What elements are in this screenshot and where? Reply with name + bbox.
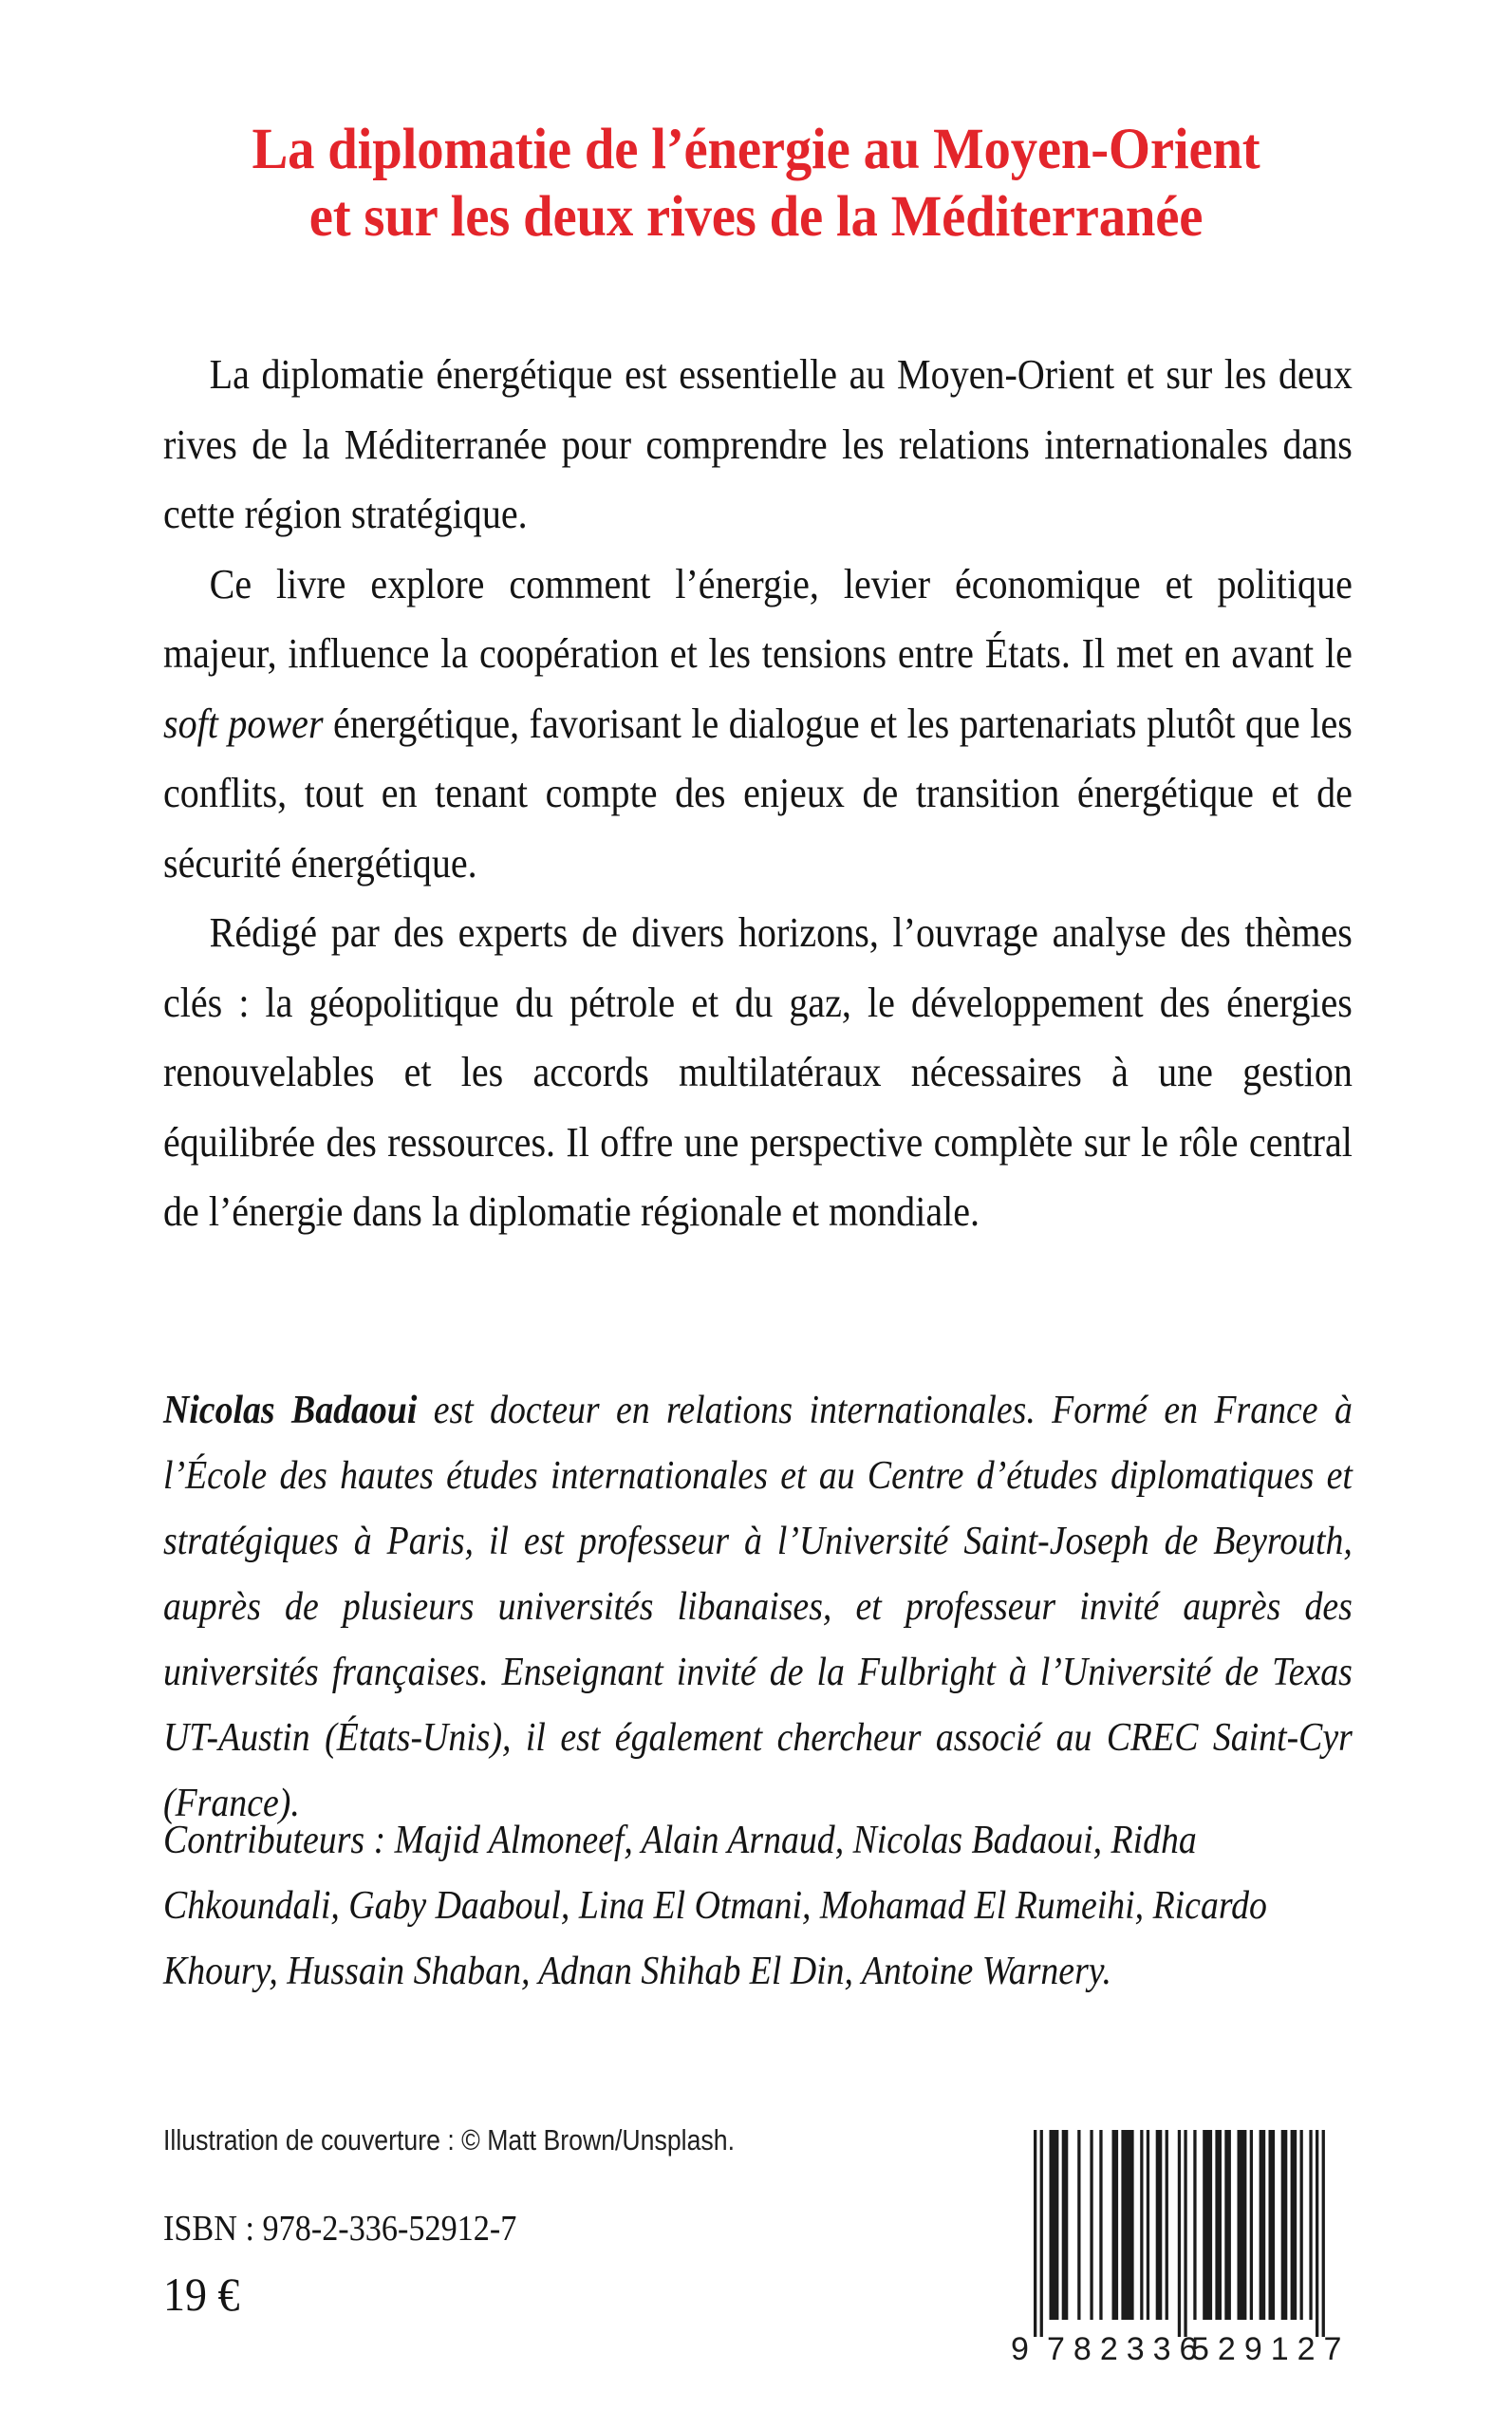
author-bio bbox=[163, 1378, 1353, 1837]
book-title bbox=[114, 116, 1398, 251]
blurb-text bbox=[163, 340, 1353, 1247]
isbn-text: ISBN : 978-2-336-52912-7 bbox=[163, 2209, 517, 2249]
price-text: 19 € bbox=[163, 2268, 240, 2321]
author-bio-paragraph bbox=[163, 1378, 1353, 1837]
cover-illustration-credit: Illustration de couverture : © Matt Brown/Unsplash. bbox=[163, 2123, 735, 2157]
blurb-run: La diplomatie énergétique est essentielle au Moyen-Orient et sur les deux rives de la Méditerranée pour comprendre les relations internationales dans cette région stratégique. bbox=[163, 350, 1353, 537]
barcode-digit-group-1: 782336 bbox=[1047, 2331, 1206, 2367]
barcode-digits bbox=[1011, 2331, 1350, 2367]
contributors-list bbox=[163, 1808, 1353, 2005]
blurb-run-italic: soft power bbox=[163, 699, 324, 747]
blurb-run: énergétique, favorisant le dialogue et les partenariats plutôt que les conflits, tout en tenant compte des enjeux de transition énergétique et de sécurité énergétique. bbox=[163, 699, 1353, 887]
barcode-svg bbox=[1009, 2119, 1351, 2377]
book-title-line-2: et sur les deux rives de la Méditerranée bbox=[308, 185, 1204, 249]
blurb-paragraph bbox=[163, 340, 1353, 550]
ean13-barcode bbox=[1009, 2119, 1351, 2377]
contributors-paragraph: Contributeurs : Majid Almoneef, Alain Arnaud, Nicolas Badaoui, Ridha Chkoundali, Gaby Daaboul, Lina El Otmani, Mohamad El Rumeihi, Ricardo Khoury, Hussain Shaban, Adnan Shihab El Din, Antoine Warnery. bbox=[163, 1819, 1267, 1993]
blurb-paragraph bbox=[163, 550, 1353, 899]
blurb-paragraph bbox=[163, 898, 1353, 1247]
book-title-line-1: La diplomatie de l’énergie au Moyen-Orient bbox=[252, 118, 1260, 181]
blurb-run: Rédigé par des experts de divers horizons, l’ouvrage analyse des thèmes clés : la géopolitique du pétrole et du gaz, le développement des énergies renouvelables et les accords multilatéraux nécessaires à une gestion équilibrée des ressources. Il offre une perspective complète sur le rôle central de l’énergie dans la diplomatie régionale et mondiale. bbox=[163, 908, 1353, 1235]
author-bio-text: est docteur en relations internationales. Formé en France à l’École des hautes études internationales et au Centre d’études diplomatiques et stratégiques à Paris, il est professeur à l’Université Saint-Joseph de Beyrouth, auprès de plusieurs universités libanaises, et professeur invité auprès des universités françaises. Enseignant invité de la Fulbright à l’Université de Texas UT-Austin (États-Unis), il est également chercheur associé au CREC Saint-Cyr (France). bbox=[163, 1389, 1353, 1825]
author-name: Nicolas Badaoui bbox=[163, 1389, 418, 1432]
blurb-run: Ce livre explore comment l’énergie, levier économique et politique majeur, influence la coopération et les tensions entre États. Il met en avant le bbox=[163, 559, 1353, 677]
barcode-digit-lead: 9 bbox=[1011, 2331, 1029, 2367]
barcode-digit-group-2: 529127 bbox=[1191, 2331, 1351, 2367]
